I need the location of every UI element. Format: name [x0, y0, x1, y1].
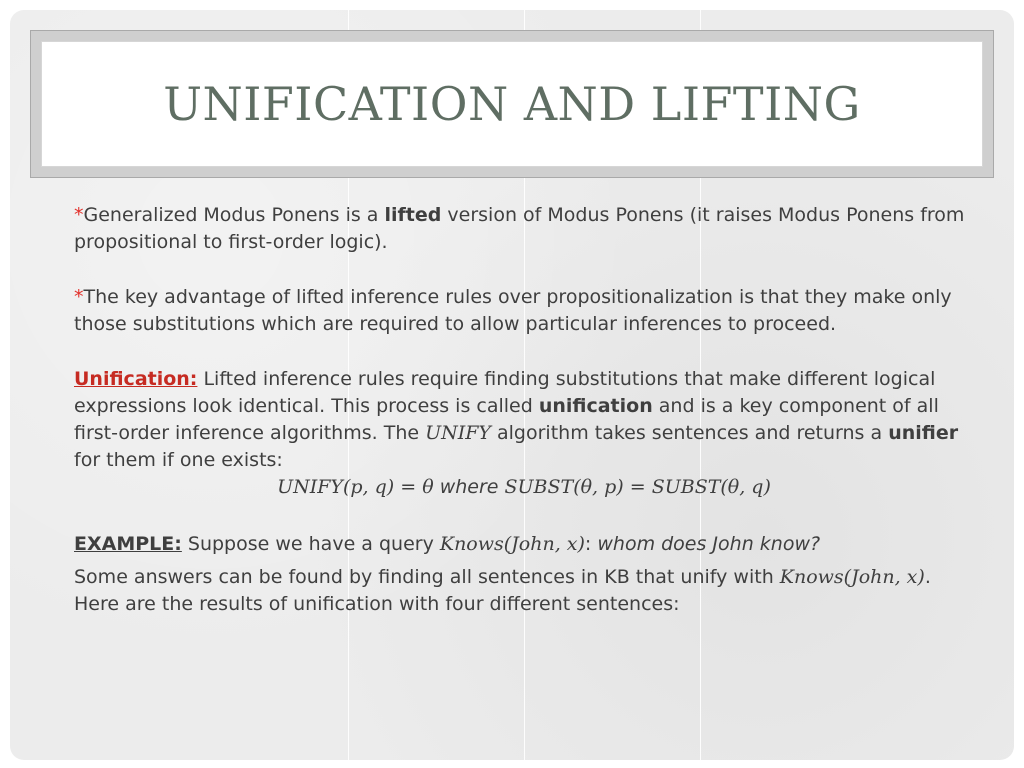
title-frame: [30, 30, 994, 178]
unify-formula: [74, 474, 974, 501]
bold-term: lifted: [384, 204, 442, 226]
formula-left: UNIFY(p, q) = θ: [277, 476, 434, 498]
bullet-star: *: [74, 286, 84, 308]
math-query: Knows(John, x): [439, 533, 585, 555]
text: Lifted inference rules require finding substitutions that make different logical expressions look identical. This process is called: [74, 368, 936, 417]
text: Generalized Modus Ponens is a: [83, 204, 385, 226]
text: . Here are the results of unification with four different sentences:: [74, 566, 931, 615]
text: and is a key component of all first-order inference algorithms. The: [74, 395, 939, 444]
example-label: EXAMPLE:: [74, 533, 182, 555]
math-knows: Knows(John, x): [779, 566, 925, 588]
paragraph-advantage: [74, 284, 974, 338]
unification-label: Unification:: [74, 368, 198, 390]
text: The key advantage of lifted inference rules over propositionalization is that they make only those substitutions which are required to allow particular inferences to proceed.: [74, 286, 952, 335]
text: algorithm takes sentences and returns a: [490, 422, 889, 444]
text: version of Modus Ponens (it raises Modus Ponens from propositional to first-order logic).: [74, 204, 965, 253]
paragraph-answers: [74, 564, 974, 618]
math-unify: UNIFY: [425, 422, 491, 444]
bold-term: unifier: [888, 422, 959, 444]
title-box: [41, 41, 983, 167]
text: for them if one exists:: [74, 449, 283, 471]
text: Some answers can be found by finding all sentences in KB that unify with: [74, 566, 780, 588]
paragraph-example: [74, 531, 974, 558]
bullet-star: *: [74, 204, 84, 226]
slide: [10, 10, 1014, 760]
paragraph-gmp: [74, 202, 974, 256]
text: :: [584, 533, 592, 555]
formula-where: where: [433, 476, 505, 498]
slide-content: [74, 202, 974, 646]
text: Suppose we have a query: [181, 533, 440, 555]
formula-right: SUBST(θ, p) = SUBST(θ, q): [504, 476, 771, 498]
slide-title: UNIFICATION AND LIFTING: [163, 77, 861, 131]
italic-question: whom does John know?: [591, 533, 821, 555]
paragraph-unification: [74, 366, 974, 501]
bold-term: unification: [538, 395, 653, 417]
